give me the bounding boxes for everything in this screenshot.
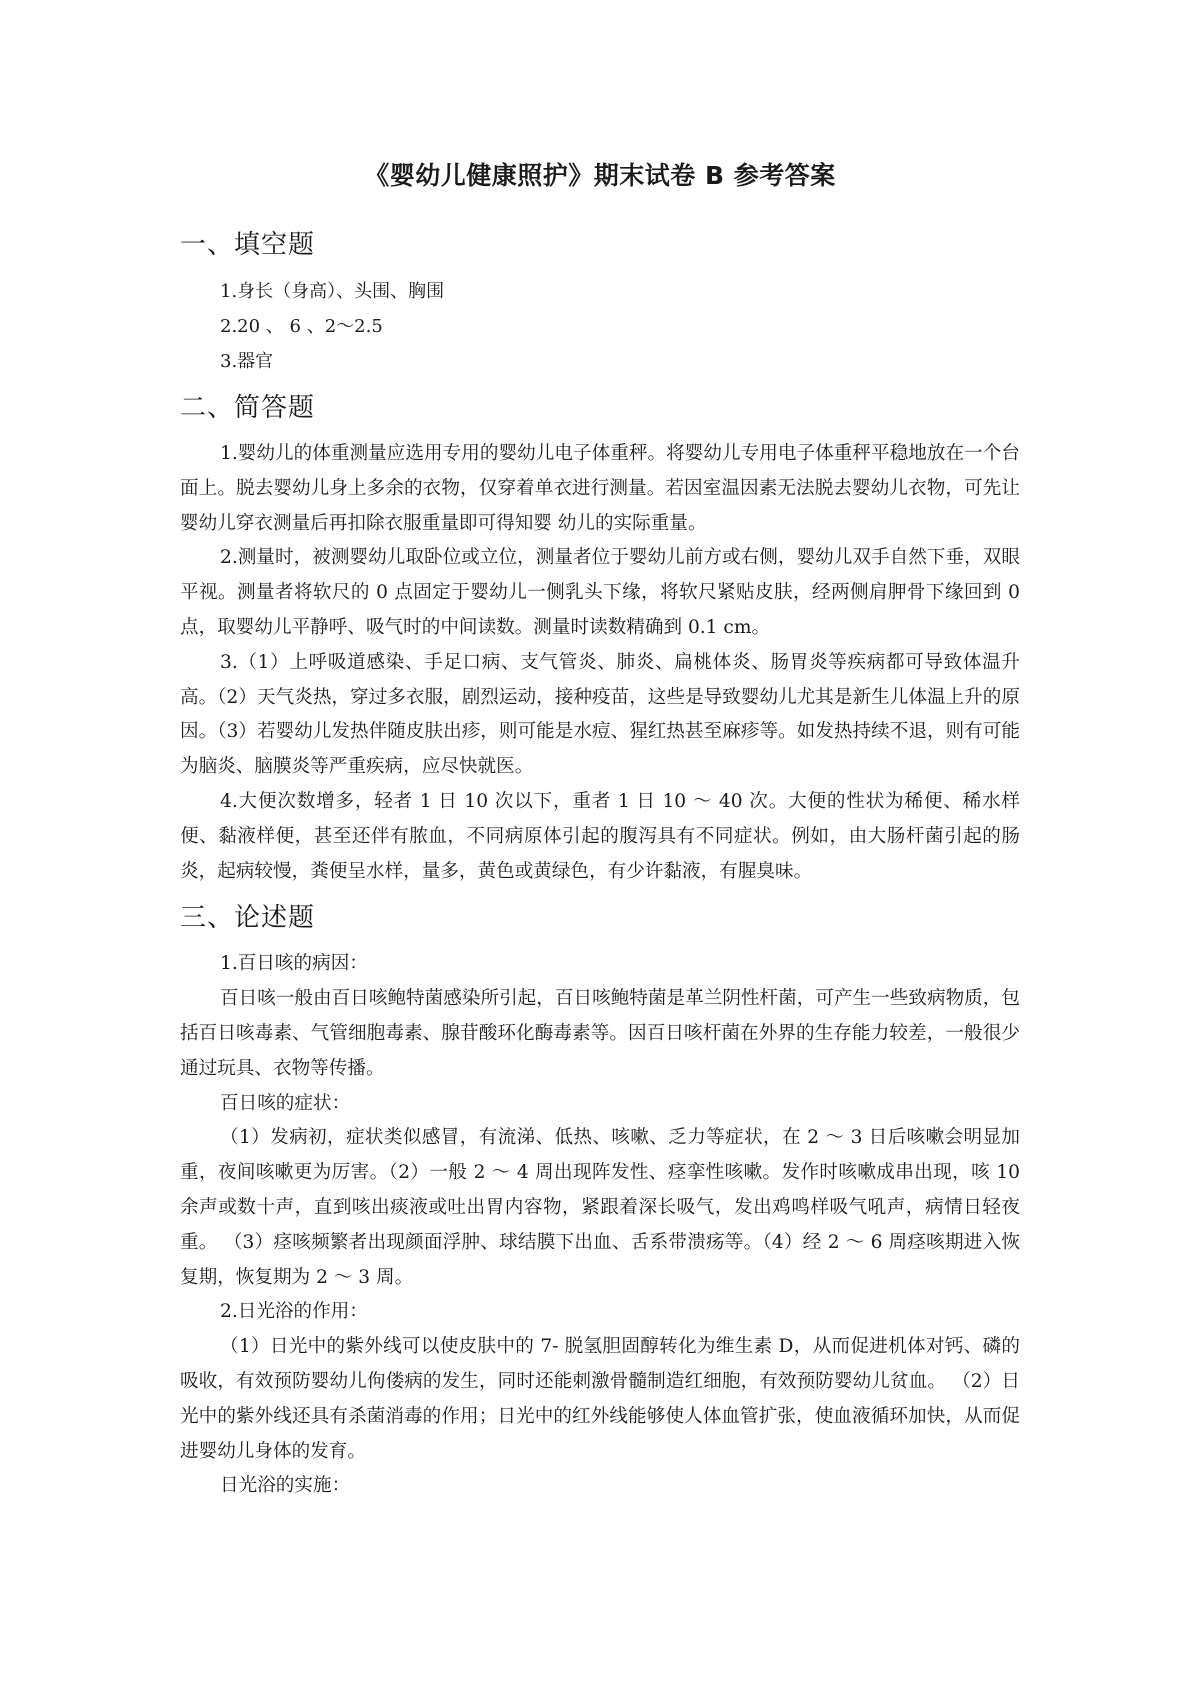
short-answer-3: 3.（1）上呼吸道感染、手足口病、支气管炎、肺炎、扁桃体炎、肠胃炎等疾病都可导致体温升高。（2）天气炎热，穿过多衣服，剧烈运动，接种疫苗，这些是导致婴幼儿尤其是新生儿体温上升的原因。（3）若婴幼儿发热伴随皮肤出疹，则可能是水痘、猩红热甚至麻疹等。如发热持续不退，则有可能为脑炎、脑膜炎等严重疾病，应尽快就医。: [180, 651, 1020, 778]
short-answer-4: 4.大便次数增多，轻者 1 日 10 次以下，重者 1 日 10 ～ 40 次。大便的性状为稀便、稀水样便、黏液样便，甚至还伴有脓血，不同病原体引起的腹泻具有不同症状。例如，由大肠杆菌引起的肠炎，起病较慢，粪便呈水样，量多，黄色或黄绿色，有少许黏液，有腥臭味。: [180, 790, 1020, 882]
answer-document: [180, 150, 1020, 1504]
document-title: 《婴幼儿健康照护》期末试卷 B 参考答案: [364, 161, 836, 190]
section-heading-essay: 三、论述题: [180, 903, 316, 934]
fill-answer-2: 2.20 、 6 、2～2.5: [220, 316, 383, 337]
fill-answer-1: 1.身长（身高）、头围、胸围: [220, 281, 445, 302]
essay-q2-implementation-label: 日光浴的实施：: [220, 1475, 351, 1497]
essay-q1-symptom-label: 百日咳的症状：: [220, 1092, 351, 1114]
essay-q1-symptom-text: （1）发病初，症状类似感冒，有流涕、低热、咳嗽、乏力等症状，在 2 ～ 3 日后咳嗽会明显加重，夜间咳嗽更为厉害。（2）一般 2 ～ 4 周出现阵发性、痉挛性咳嗽。发作时咳嗽成串出现，咳 10 余声或数十声，直到咳出痰液或吐出胃内容物，紧跟着深长吸气，发出鸡鸣样吸气吼声，病情日轻夜重。 （3）痉咳频繁者出现颜面浮肿、球结膜下出血、舌系带溃疡等。（4）经 2 ～ 6 周痉咳期进入恢复期，恢复期为 2 ～ 3 周。: [180, 1127, 1020, 1288]
section-heading-short-answer: 二、简答题: [180, 393, 316, 423]
short-answer-1: 1.婴幼儿的体重测量应选用专用的婴幼儿电子体重秤。将婴幼儿专用电子体重秤平稳地放在一个台面上。脱去婴幼儿身上多余的衣物，仅穿着单衣进行测量。若因室温因素无法脱去婴幼儿衣物，可先让婴幼儿穿衣测量后再扣除衣服重量即可得知婴 幼儿的实际重量。: [180, 443, 1020, 534]
essay-q1-cause-label: 1.百日咳的病因：: [220, 953, 368, 975]
short-answer-2: 2.测量时，被测婴幼儿取卧位或立位，测量者位于婴幼儿前方或右侧，婴幼儿双手自然下垂，双眼平视。测量者将软尺的 0 点固定于婴幼儿一侧乳头下缘，将软尺紧贴皮肤，经两侧肩胛骨下缘回到 0 点，取婴幼儿平静呼、吸气时的中间读数。测量时读数精确到 0.1 cm。: [180, 547, 1020, 638]
fill-answer-3: 3.器官: [220, 351, 274, 372]
essay-q2-effect-text: （1）日光中的紫外线可以使皮肤中的 7- 脱氢胆固醇转化为维生素 D，从而促进机体对钙、磷的吸收，有效预防婴幼儿佝偻病的发生，同时还能刺激骨髓制造红细胞，有效预防婴幼儿贫血。 （2）日光中的紫外线还具有杀菌消毒的作用；日光中的红外线能够使人体血管扩张，使血液循环加快，从而促进婴幼儿身体的发育。: [180, 1336, 1020, 1462]
section-heading-fill-in: 一、填空题: [180, 230, 316, 260]
essay-q1-cause-text: 百日咳一般由百日咳鲍特菌感染所引起，百日咳鲍特菌是革兰阴性杆菌，可产生一些致病物质，包括百日咳毒素、气管细胞毒素、腺苷酸环化酶毒素等。因百日咳杆菌在外界的生存能力较差，一般很少通过玩具、衣物等传播。: [180, 988, 1020, 1079]
essay-q2-effect-label: 2.日光浴的作用：: [220, 1301, 368, 1323]
